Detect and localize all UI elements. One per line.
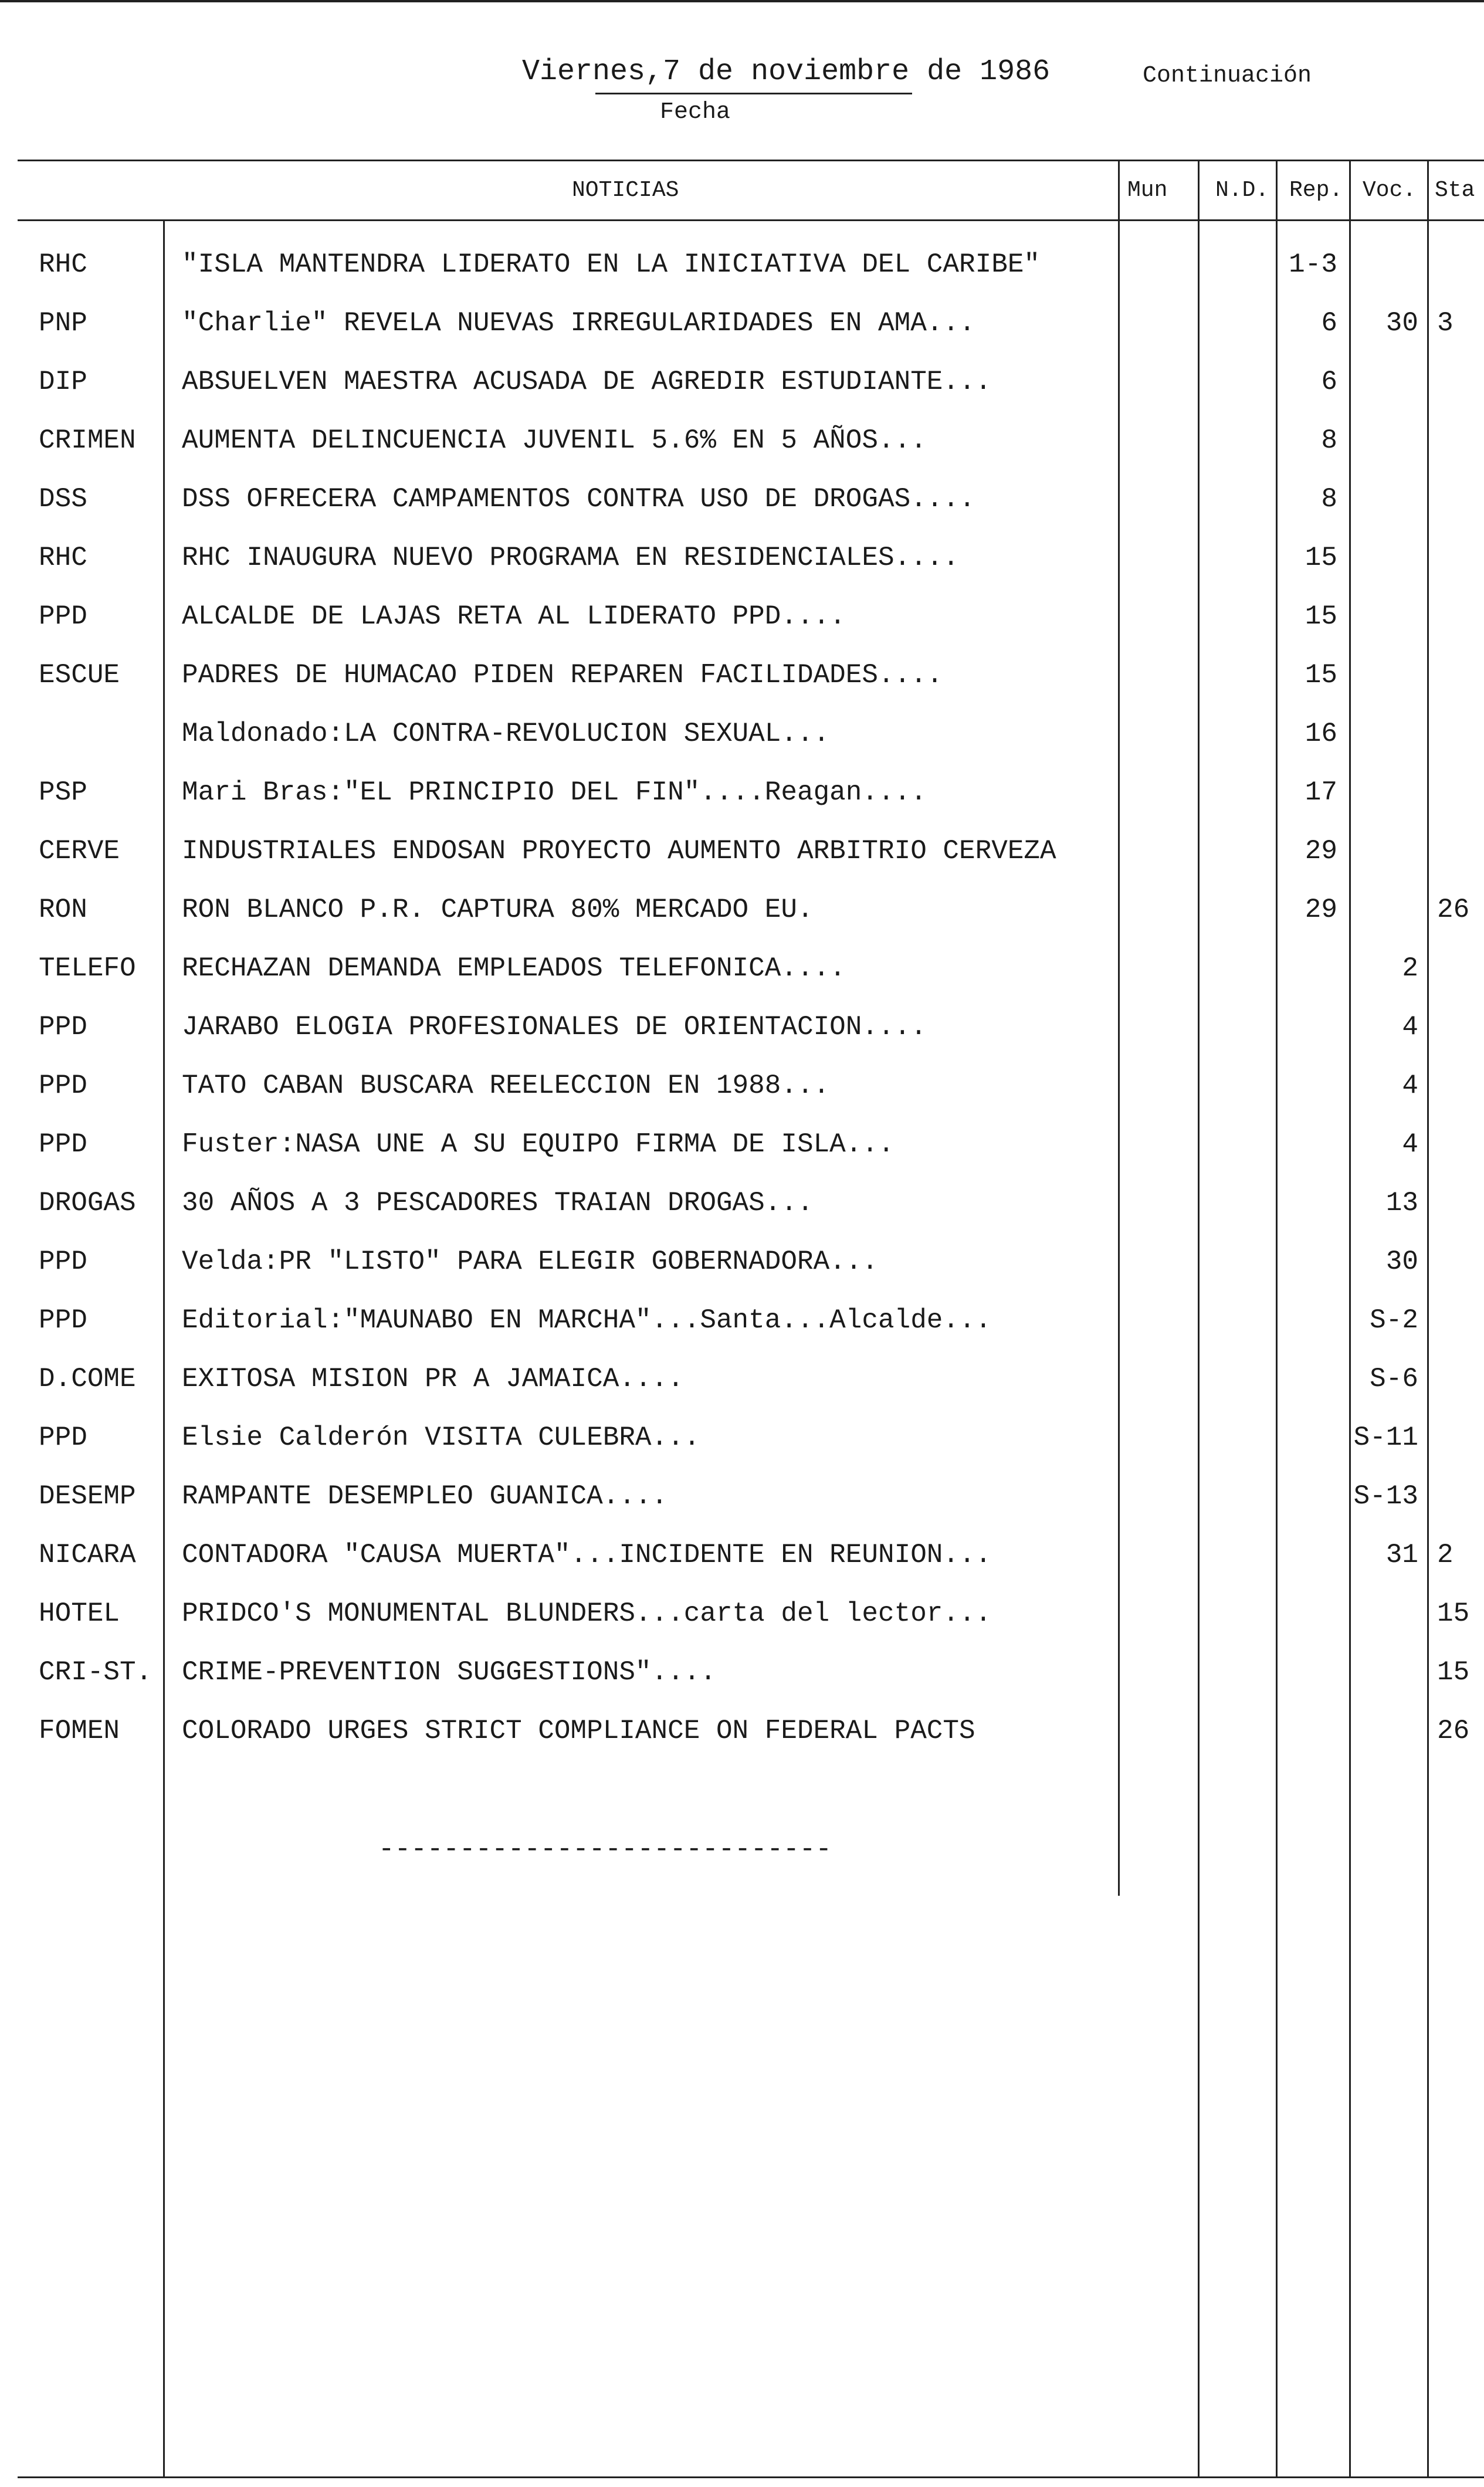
date-caption: Fecha [660, 99, 731, 126]
row-headline: "Charlie" REVELA NUEVAS IRREGULARIDADES EN AMA... [182, 308, 975, 338]
table-bottom-rule [18, 2476, 1484, 2478]
row-headline: CRIME-PREVENTION SUGGESTIONS".... [182, 1657, 716, 1688]
row-headline: Mari Bras:"EL PRINCIPIO DEL FIN"....Reagan.... [182, 777, 927, 808]
row-category: RHC [39, 543, 87, 573]
row-headline: Maldonado:LA CONTRA-REVOLUCION SEXUAL... [182, 719, 830, 749]
row-headline: "ISLA MANTENDRA LIDERATO EN LA INICIATIVA DEL CARIBE" [182, 249, 1041, 280]
row-headline: Elsie Calderón VISITA CULEBRA... [182, 1422, 700, 1453]
col-rule-rep [1276, 160, 1278, 2476]
row-category: PPD [39, 601, 87, 632]
row-sta-page: 26 [1437, 894, 1470, 925]
row-rep-page: 15 [1305, 601, 1337, 632]
col-rule-category [163, 219, 165, 2476]
row-category: PSP [39, 777, 87, 808]
column-header-rep: Rep. [1289, 178, 1343, 203]
continuation-label: Continuación [1143, 63, 1312, 89]
row-voc-page: 2 [1402, 953, 1418, 984]
row-rep-page: 15 [1305, 543, 1337, 573]
date-underline [595, 93, 912, 94]
row-rep-page: 6 [1321, 308, 1337, 338]
page-top-edge [0, 0, 1484, 2]
row-rep-page: 16 [1305, 719, 1337, 749]
col-rule-sta [1427, 160, 1429, 2476]
row-rep-page: 29 [1305, 836, 1337, 866]
row-voc-page: 4 [1402, 1070, 1418, 1101]
row-voc-page: 31 [1385, 1540, 1418, 1570]
row-headline: 30 AÑOS A 3 PESCADORES TRAIAN DROGAS... [182, 1188, 814, 1218]
row-headline: CONTADORA "CAUSA MUERTA"...INCIDENTE EN REUNION... [182, 1540, 992, 1570]
row-category: PPD [39, 1422, 87, 1453]
row-category: PPD [39, 1305, 87, 1336]
row-category: PPD [39, 1012, 87, 1042]
row-category: PNP [39, 308, 87, 338]
col-rule-nd [1198, 160, 1200, 2476]
row-headline: RAMPANTE DESEMPLEO GUANICA.... [182, 1481, 668, 1512]
row-category: CRI-ST. [39, 1657, 153, 1688]
row-headline: Velda:PR "LISTO" PARA ELEGIR GOBERNADORA... [182, 1246, 878, 1277]
row-voc-page: S-6 [1370, 1364, 1418, 1394]
column-header-nd: N.D. [1215, 178, 1269, 203]
row-voc-page: 13 [1385, 1188, 1418, 1218]
row-category: DIP [39, 367, 87, 397]
row-rep-page: 1-3 [1289, 249, 1337, 280]
column-header-noticias: NOTICIAS [572, 178, 679, 203]
row-headline: JARABO ELOGIA PROFESIONALES DE ORIENTACION.... [182, 1012, 927, 1042]
row-rep-page: 29 [1305, 894, 1337, 925]
row-category: RHC [39, 249, 87, 280]
row-category: PPD [39, 1129, 87, 1160]
row-headline: AUMENTA DELINCUENCIA JUVENIL 5.6% EN 5 AÑOS... [182, 425, 927, 456]
row-sta-page: 26 [1437, 1716, 1470, 1746]
row-category: PPD [39, 1070, 87, 1101]
row-category: HOTEL [39, 1598, 120, 1629]
column-header-voc: Voc. [1363, 178, 1417, 203]
row-headline: PADRES DE HUMACAO PIDEN REPAREN FACILIDADES.... [182, 660, 943, 690]
row-sta-page: 15 [1437, 1657, 1470, 1688]
end-of-list-rule: ---------------------------- [378, 1834, 832, 1865]
row-category: DESEMP [39, 1481, 136, 1512]
row-sta-page: 3 [1437, 308, 1453, 338]
row-rep-page: 8 [1321, 484, 1337, 514]
row-rep-page: 17 [1305, 777, 1337, 808]
row-voc-page: 30 [1385, 308, 1418, 338]
col-rule-mun [1118, 160, 1120, 1896]
row-sta-page: 2 [1437, 1540, 1453, 1570]
row-headline: DSS OFRECERA CAMPAMENTOS CONTRA USO DE DROGAS.... [182, 484, 975, 514]
row-voc-page: S-13 [1353, 1481, 1418, 1512]
row-rep-page: 6 [1321, 367, 1337, 397]
table-header-rule [18, 219, 1484, 221]
row-category: NICARA [39, 1540, 136, 1570]
row-sta-page: 15 [1437, 1598, 1470, 1629]
row-headline: EXITOSA MISION PR A JAMAICA.... [182, 1364, 684, 1394]
row-headline: RECHAZAN DEMANDA EMPLEADOS TELEFONICA.... [182, 953, 846, 984]
row-category: FOMEN [39, 1716, 120, 1746]
row-category: PPD [39, 1246, 87, 1277]
table-top-rule [18, 160, 1484, 161]
row-voc-page: S-11 [1353, 1422, 1418, 1453]
col-rule-voc [1349, 160, 1351, 2476]
row-headline: RON BLANCO P.R. CAPTURA 80% MERCADO EU. [182, 894, 814, 925]
row-headline: COLORADO URGES STRICT COMPLIANCE ON FEDERAL PACTS [182, 1716, 975, 1746]
row-headline: ABSUELVEN MAESTRA ACUSADA DE AGREDIR ESTUDIANTE... [182, 367, 992, 397]
row-category: DROGAS [39, 1188, 136, 1218]
row-headline: Editorial:"MAUNABO EN MARCHA"...Santa...Alcalde... [182, 1305, 992, 1336]
row-voc-page: S-2 [1370, 1305, 1418, 1336]
row-voc-page: 4 [1402, 1012, 1418, 1042]
row-category: CRIMEN [39, 425, 136, 456]
row-category: CERVE [39, 836, 120, 866]
row-category: TELEFO [39, 953, 136, 984]
row-voc-page: 4 [1402, 1129, 1418, 1160]
row-category: DSS [39, 484, 87, 514]
report-date: Viernes,7 de noviembre de 1986 [522, 55, 1051, 89]
row-voc-page: 30 [1385, 1246, 1418, 1277]
row-headline: ALCALDE DE LAJAS RETA AL LIDERATO PPD.... [182, 601, 846, 632]
row-category: D.COME [39, 1364, 136, 1394]
row-headline: TATO CABAN BUSCARA REELECCION EN 1988... [182, 1070, 830, 1101]
row-category: RON [39, 894, 87, 925]
column-header-sta: Sta [1435, 178, 1475, 203]
row-category: ESCUE [39, 660, 120, 690]
row-rep-page: 15 [1305, 660, 1337, 690]
row-headline: RHC INAUGURA NUEVO PROGRAMA EN RESIDENCIALES.... [182, 543, 960, 573]
row-headline: Fuster:NASA UNE A SU EQUIPO FIRMA DE ISLA... [182, 1129, 895, 1160]
column-header-mun: Mun [1127, 178, 1168, 203]
row-rep-page: 8 [1321, 425, 1337, 456]
row-headline: INDUSTRIALES ENDOSAN PROYECTO AUMENTO ARBITRIO CERVEZA [182, 836, 1056, 866]
row-headline: PRIDCO'S MONUMENTAL BLUNDERS...carta del lector... [182, 1598, 992, 1629]
